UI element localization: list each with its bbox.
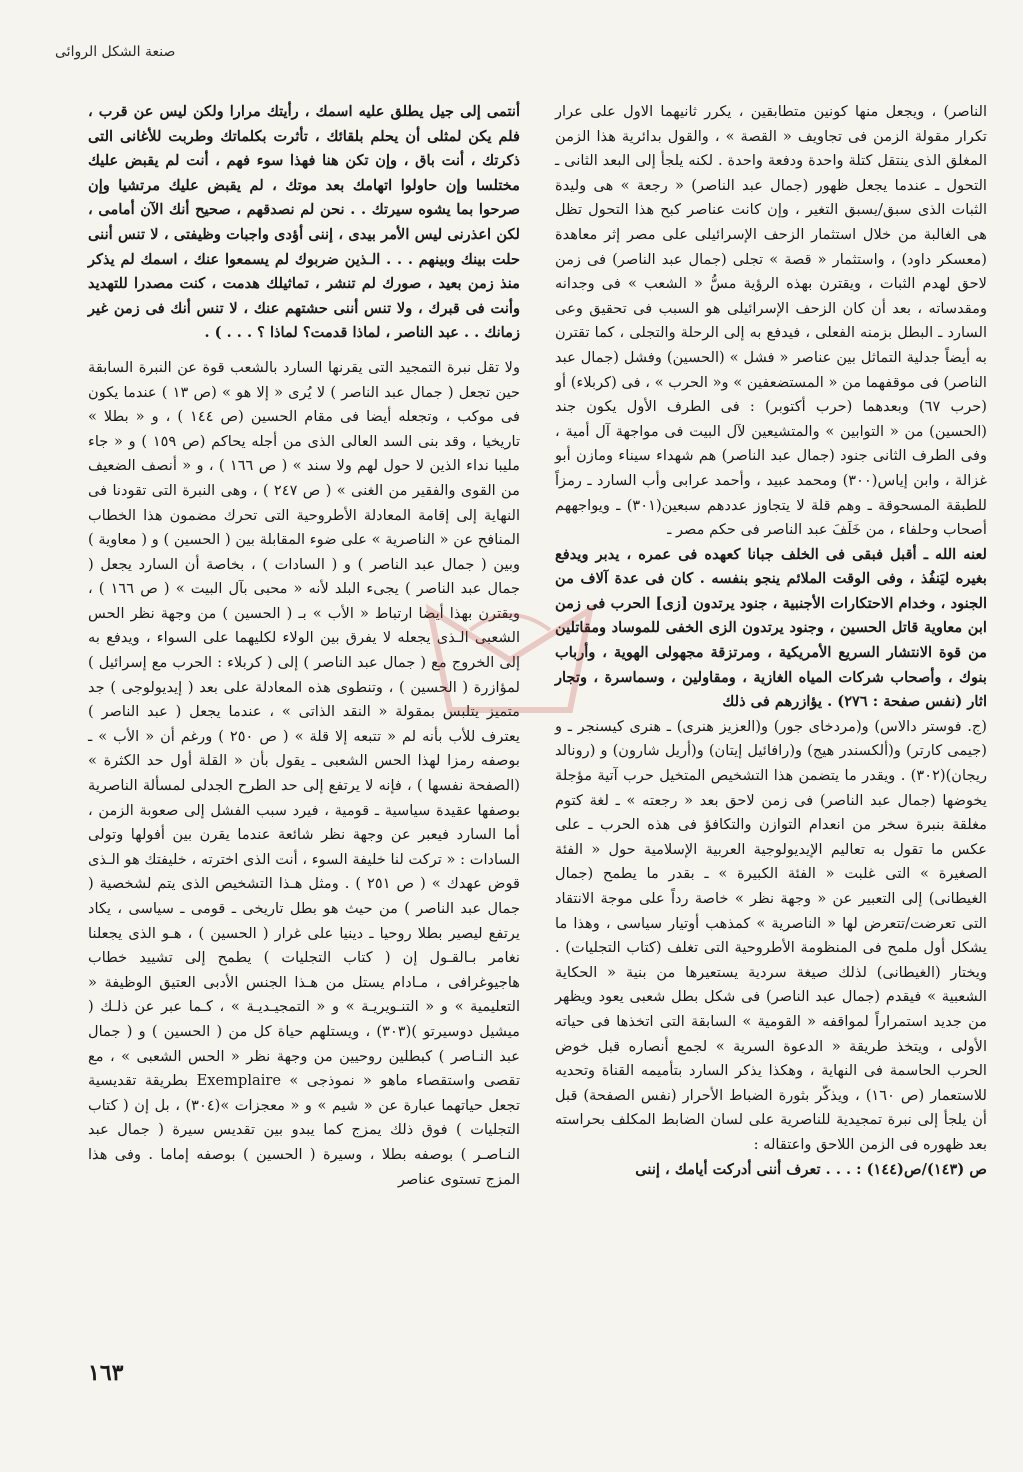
right-paragraph-1-quote: لعنه الله ـ أقبل فبقى فى الخلف جبانا كعهده فى عمره ، يدبر ويدفع بغيره ليَنفُذ ، وفى الوقت الملائم ينجو بنفسه . كان فى عدة آلاف من الجنود ، وخدام الاحتكارات الأجنبية ، جنود يرتدون [زى] الحرب فى زمن ابن معاوية قاتل الحسين ، وجنود يرتدون الزى الخفى للموساد ومقاتلين من قوة الانتشار السريع الأمريكية ، ومرتزقة مجهولى الهوية ، وأرباب بنوك ، وأصحاب شركات المياه الغازية ، ومقاولين ، وسماسرة ، وتجار اثار (نفس صفحة : ٢٧٦) . يؤازرهم فى ذلك [555, 545, 987, 711]
right-paragraph-1: الناصر) ، ويجعل منها كونين متطابقين ، يكرر ثانيهما الاول على عرار تكرار مقولة الزمن فى تجاويف « القصة » ، والقول بدائرية هذا الزمن المغلق الذى ينتقل كتلة واحدة ودفعة واحدة . لكنه يلجأ إلى البعد الثانى ـ التحول ـ عندما يجعل ظهور (جمال عبد الناصر) « رجعة » هى وليدة الثبات الذى سبق/يسبق التغير ، وإن كانت عناصر كبح هذا التحول تظل هى الغالبة من خلال استثمار الزحف الإسرائيلى على مصر إثر معاهدة (معسكر داود) ، واستثمار « قصة » تجلى (جمال عبد الناصر) فى زمن لاحق لهدم الثبات ، ويقترن بهذه الرؤية مسُّ « الشعب » فى وجدانه ومقدساته ، بعد أن كان الزحف الإسرائيلى هو السبب فى تحقيق وعى السارد ـ البطل بزمنه الفعلى ، فيدفع به إلى الرحلة والتجلى ، كما تقترن به أيضاً جدلية التماثل بين عناصر « فشل » (الحسين) وفشل (جمال عبد الناصر) فى موقفهما من « المستضعفين » و« الحرب » ، فى (كربلاء) أو (حرب ٦٧) وبعدهما (حرب أكتوبر) : فى الطرف الأول يكون جند (الحسين) من « التوابين » والمتشيعين لآل البيت فى مواجهة آل أمية ، وفى الطرف الثانى جنود (جمال عبد الناصر) هم شهداء سيناء ومازن أبو غزالة ، وابن إياس(٣٠٠) ومحمد عبيد ، وأحمد عرابى وأب السارد ـ رمزاً للطبقة المسحوقة ـ وهم قلة لا يتجاوز عددهم سبعين(٣٠١) ـ ويواجههم أصحاب وحلفاء ، من خَلَفَ عبد الناصر فى حكم مصر ـ [555, 103, 987, 539]
left-paragraph-1: أنتمى إلى جيل يطلق عليه اسمك ، رأيتك مرارا ولكن ليس عن قرب ، فلم يكن لمثلى أن يحلم بلقائك ، تأثرت بكلماتك وطربت للأغانى التى ذكرتك ، أنت باق ، وإن تكن هنا فهذا سوء فهم ، أنت لم يقبض عليك مختلسا وإن حاولوا اتهامك بعد موتك ، لم يقبض عليك مرتشيا وإن صرحوا بما يشوه سيرتك . . نحن لم نصدقهم ، صحيح أنك الآن أمامى ، لكن اعذرنى ليس الأمر بيدى ، إننى أؤدى واجبات وظيفتى ، لا تنس أننى حلت بينك وبينهم . . . الـذين ضربوك لم يسمعوا عنك ، اسمك لم يذكر منذ زمن بعيد ، صورك لم تنشر ، تماثيلك هدمت ، كنت مصدرا للتهديد وأنت فى قبرك ، ولا تنس أننى حشتهم عنك ، لا تنس أنك فى زمن غير زمانك . . عبد الناصر ، لماذا قدمت؟ لماذا ؟ . . . ) . [88, 103, 520, 342]
left-column [88, 100, 520, 1192]
right-paragraph-2: (ج. فوستر دالاس) و(مردخاى جور) و(العزيز هنرى) ـ هنرى كيسنجر ـ و (جيمى كارتر) و(ألكسندر هيج) و(رافائيل إيتان) و(أريل شارون) و (رونالد ريجان)(٣٠٢) . ويقدر ما يتضمن هذا التشخيص المتخيل حرب آتية مؤجلة يخوضها (جمال عبد الناصر) فى زمن لاحق بعد « رجعته » ـ لغة كتوم مغلقة بنبرة سخر من انعدام التوازن والتكافؤ فى هذه الحرب ـ على عكس ما تقول به تعاليم الإيديولوجية العربية الإسلامية حول « الفئة الصغيرة » التى غلبت « الفئة الكبيرة » ـ بقدر ما يطمح (جمال الغيطانى) إلى التعبير عن « وجهة نظر » خاصة رداً على موجة الانتقاد التى تعرضت/تتعرض لها « الناصرية » كمذهب أوتيار سياسى ، وهذا ما يشكل أول ملمح فى المنظومة الأطروحية التى تغلف (كتاب التجليات) . ويختار (الغيطانى) لذلك صيغة سردية يستعيرها من بنية « الحكاية الشعبية » فيقدم (جمال عبد الناصر) فى شكل بطل شعبى يعود ويظهر من جديد استمراراً لمواقفه « القومية » السابقة التى اتخذها فى حياته الأولى ، ويتخذ طريقة « الدعوة السرية » لجمع أنصاره قبل خوض الحرب الحاسمة فى النهاية ، وهكذا يذكر السارد بتأميمه القناة وتحديه للاستعمار (ص ١٦٠) ، ويذكّر بثورة الضباط الأحرار (نفس الصفحة) قبل أن يلجأ إلى نبرة تمجيدية للناصرية على لسان الضابط المكلف بحراسته بعد ظهوره فى الزمن اللاحق واعتقاله : [555, 717, 987, 1153]
right-quote-line: ص (١٤٣)/ص(١٤٤) : . . . تعرف أننى أدركت أيامك ، إننى [635, 1160, 987, 1178]
paragraph-gap [88, 346, 520, 356]
page-number: ١٦٣ [88, 1360, 124, 1386]
right-column [555, 100, 987, 1182]
left-paragraph-2: ولا تقل نبرة التمجيد التى يقرنها السارد بالشعب قوة عن النبرة السابقة حين تجعل ( جمال عبد الناصر ) لا يُرى « إلا هو » (ص ١٣ ) عندما يكون فى موكب ، وتجعله أيضا فى مقام الحسين (ص ١٤٤ ) ، و « بطلا » تاريخيا ، وقد بنى السد العالى الذى من أجله يحاكم (ص ١٥٩ ) و « جاء مليبا نداء الذين لا حول لهم ولا سند » ( ص ١٦٦ ) ، و « أنصف الضعيف من القوى والفقير من الغنى » ( ص ٢٤٧ ) ، وهى النبرة التى تقودنا فى النهاية إلى إقامة المعادلة الأطروحية التى تحرك مضمون هذا الخطاب المنافح عن « الناصرية » على ضوء المقابلة بين ( الحسين ) و ( معاوية ) وبين ( جمال عبد الناصر ) و ( السادات ) ، بخاصة أن السارد يجعل ( جمال عبد الناصر ) يجىء البلد لأنه « محبى بآل البيت » ( ص ١٦٦ ) ، ويقترن بهذا أيضا ارتباط « الأب » بـ ( الحسين ) من وجهة نظر الحس الشعبى الـذى يجعله لا يفرق بين الولاء لكليهما على السواء ، ويدفع به إلى الخروج مع ( جمال عبد الناصر ) إلى ( كربلاء : الحرب مع إسرائيل ) لمؤازرة ( الحسين ) ، وتنطوى هذه المعادلة على بعد ( إيديولوجى ) جد متميز يتلبس بمقولة « النقد الذاتى » ، عندما يجعل ( عبد الناصر ) يعترف للأب بأنه لم « تتبعه إلا قلة » ( ص ٢٥٠ ) ورغم أن « الأب » ـ بوصفه رمزا لهذا الحس الشعبى ـ يقول بأن « القلة أول حد الكثرة » (الصفحة نفسها ) ، فإنه لا يرتفع إلى حد الطرح الجدلى لمسألة الناصرية بوصفها عقيدة سياسية ـ قومية ، فيرد سبب الفشل إلى صعوبة الزمن ، أما السارد فيعبر عن وجهة نظر شائعة عندما يقرن بين أفولها وتولى السادات : « تركت لنا خليفة السوء ، أنت الذى اخترته ، خليفتك هو الـذى قوض عهدك » ( ص ٢٥١ ) . ومثل هـذا التشخيص الذى يتم لشخصية ( جمال عبد الناصر ) من حيث هو بطل تاريخى ـ قومى ـ سياسى ، يكاد يرتفع ليصير بطلا روحيا ـ دينيا على غرار ( الحسين ) ، هـو الذى يجعلنا نغامر بـالقـول إن ( كتاب التجليات ) يطمح إلى تشييد خطاب هاجيوغرافى ، مـادام يستل من هـذا الجنس الأدبى العتيق الوظيفة « التعليمية » و « التنـويريـة » و « التمجيـديـة » ، كـما عبر عن ذلـك ( ميشيل دوسيرتو )(٣٠٣) ، ويستلهم حياة كل من ( الحسين ) و ( جمال عبد النـاصر ) كبطلين روحيين من وجهة نظر « الحس الشعبى » ، مع تقصى واستقصاء ماهو « نموذجى » Exemplaire بطريقة تقديسية تجعل حياتهما عبارة عن « شيم » و « معجزات »(٣٠٤) ، بل إن ( كتاب التجليات ) فوق ذلك يمزج كما يبدو بين تقديس سيرة ( جمال عبد النـاصـر ) بوصفه بطلا ، وسيرة ( الحسين ) بوصفه إماما . وفى هذا المزج تستوى عناصر [88, 358, 521, 1188]
running-title: صنعة الشكل الروائى [55, 44, 176, 60]
